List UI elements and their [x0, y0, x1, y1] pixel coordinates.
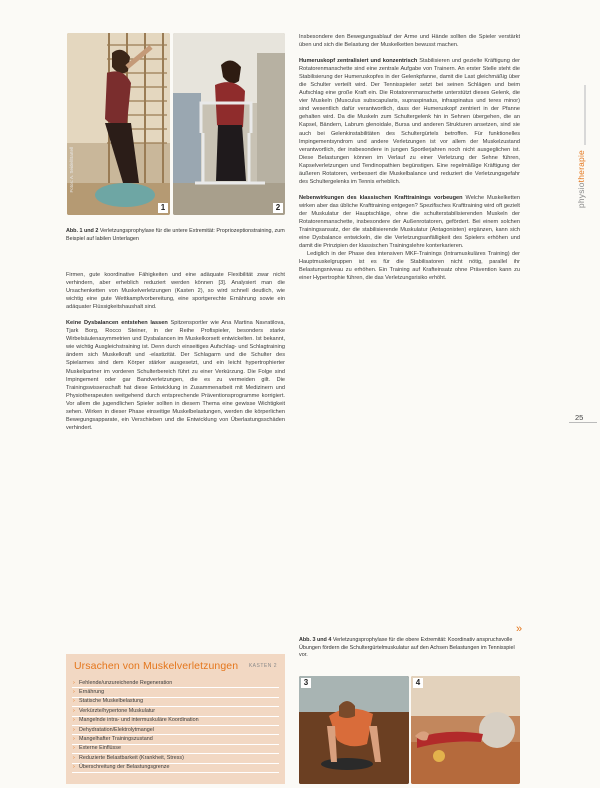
box-list-item: › Fehlende/unzureichende Regeneration — [72, 679, 279, 688]
photo-3-image — [299, 676, 409, 784]
right-lead-heading-2: Nebenwirkungen des klassischen Krafttrainings vorbeugen — [299, 194, 463, 201]
left-intro-paragraph: Firmen, gute koordinative Fähigkeiten und eine adäquate Flexibilität zwar nicht verhindern, aber erheblich reduziert werden können [3]. Analysiert man die Ursachenketten von Muskelverletzungen (Kasten 2), so wird schnell deutlich, wie wichtig eine gute Wettkampfvorbereitung, eine sportgerechte Ernährung sowie ein adäquater Flüssigkeitshaushalt sind. — [66, 272, 285, 311]
bullet-icon: › — [73, 764, 75, 771]
page-number: 25 — [575, 413, 584, 422]
box-list-item: › Verkürzte/hypertone Muskulatur — [72, 707, 279, 716]
bullet-icon: › — [73, 707, 75, 714]
caption-text: Verletzungsprophylaxe für die untere Extremität: Propriozeptionstraining, zum Beispiel auf labilen Unterlagen — [66, 228, 285, 242]
box-list-item: › Überschreitung der Belastungsgrenze — [72, 764, 279, 773]
box-tag: KASTEN 2 — [248, 663, 277, 669]
left-body-paragraph — [66, 319, 285, 432]
bullet-icon: › — [73, 726, 75, 733]
box-list-item: › Mangelhafter Trainingszustand — [72, 735, 279, 744]
box-list-item: › Reduzierte Belastbarkeit (Krankheit, Stress) — [72, 754, 279, 763]
box-list-item: › Ernährung — [72, 688, 279, 697]
right-paragraph-3: Lediglich in der Phase des intensiven MKF-Trainings (Intramuskuläres Training) der Hauptmuskelgruppen ist es für die Stabilisatoren nicht nötig, parallel ihr Belastungsniveau zu erhöhen. Ein Training auf Krafteinsatz ohne Prävention kann zu einer Hypertrophie führen, die das Verletzungsrisiko erhöht. — [299, 251, 520, 282]
right-paragraph-1 — [299, 57, 520, 186]
info-box-causes — [66, 654, 285, 784]
left-text-column — [66, 271, 285, 432]
box-list-item: › Dehydratation/Elektrolytmangel — [72, 726, 279, 735]
photo-2-image — [173, 33, 285, 215]
figure-number-2: 2 — [273, 203, 283, 213]
right-body-text-1: Stabilisieren und gezielte Kräftigung der Rotatorenmanschette sind eine zentrale Aufgabe von Trainern. An erster Stelle steht die Stabilisierung der Humeruskopfes in der Gelenkpfanne, damit die Last gleichmäßig über die Schulter verteilt wird. Der Tennisspieler setzt bei seinen Schlägen und beim Aufschlag eine große Kraft ein. Die Rotatorenmanschette unterstützt dieses Gelenk, die vier Muskeln (Musculus subscapularis, supraspinatus, infraspinatus und teres minor) sind wesentlich dafür verantwortlich, dass der Humeruskopf zentriert in der Pfanne gehalten wird. Da die Muskeln zum Schultergelenk hin in Sehnen übergehen, die an Kapsel, Bändern, Labrum glenoidale, Bursa und anderen Strukturen ansetzen, sind sie auch bei Gelenkinstabilitäten des Schultergürtels betroffen. Für funktionelles Impingementsyndrom und andere Verletzungen ist vor allem der Muskelzustand verantwortlich, der insbesondere in jungen Sportlerjahren noch nicht ausgeglichen ist. Diese Belastungen können im Verlauf zu einer Verletzung der Sehne führen, Kapselverletzungen und Tendinopathien begünstigen. Eine regelmäßige Kräftigung der äußeren Rotatoren, verbessert die Muskelbalance und reduziert die Verletzungsgefahr des Schultergelenks im Tennis erheblich. — [299, 58, 520, 185]
figure-caption-1-2 — [66, 228, 286, 243]
figure-caption-3-4 — [299, 637, 520, 660]
continue-arrow-icon: » — [516, 623, 523, 635]
box-list-item: › Externe Einflüsse — [72, 745, 279, 754]
bullet-icon: › — [73, 698, 75, 705]
caption-text-2: Verletzungsprophylaxe für die obere Extremität: Koordinativ anspruchsvolle Übungen fördern die Schultergürtelmuskulatur auf den Achsen Belastungen im Tennisspiel vor. — [299, 637, 515, 658]
photo-1-image — [67, 33, 170, 215]
bullet-icon: › — [73, 688, 75, 695]
left-body-text: Spitzensportler wie Ana Martina Navratilova, Tjark Borg, Rocco Steiner, in der Reihe Profispieler, besonders starke Wirbelsäulenasymmetrien und Dysbalancen im Muskelkorsett entwickelten. Ist bekannt, wie wichtig Ausgleichstraining ist. Denn durch einseitiges Aufschlag- und Schlagtraining ändern sich Muskelkraft und -elastizität. Der Schlagarm und die Schulter des Spielarmes sind dem Körper stärker ausgesetzt, und ein leicht hypertrophierter Muskelpartner im vorderen Schulterbereich führt zu einer Verkürzung. Die Folge sind Impingement oder gar Bandverletzungen, die es zu vermeiden gilt. Die Trainingswissenschaft hat diese Entwicklung in Zusammenarbeit mit Medizinern und Physiotherapeuten weitgehend durch entsprechende Präventionsprogramme korrigiert. Vor allem die jugendlichen Spieler sollten in diesem Thema eine gewisse Wichtigkeit sehen. Wirken in dieser Phase einseitige Muskelbelastungen, werden die körperlichen Bewegungsapparate, ein Verschieben und die Entwicklung von Überlastungsschäden verhindert. — [66, 320, 285, 431]
box-list — [72, 679, 279, 773]
photo-balance-training — [67, 33, 170, 215]
bullet-icon: › — [73, 745, 75, 752]
bullet-icon: › — [73, 735, 75, 742]
right-body-text-2: Welche Muskelketten wirken aber das übliche Krafttraining entgegen? Spezifisches Krafttraining wird oft gezielt der Muskulatur der Hauptschläge, ohne die schulterstabilisierenden Muskeln der Rotatorenmanschette, insbesondere der Außenrotatoren, gefördert. Bei einem solchen Trainingsansatz, der die stabilisierende Muskulatur (Antagonisten) ergänzen, kann sich eine Dysbalance entwickeln, die die Verletzungsanfälligkeit des Spielers erhöhen und damit die Prinzipien der klassischen Trainingslehre konterkarieren. — [299, 194, 520, 250]
figure-number-4: 4 — [413, 678, 423, 688]
right-intro-paragraph: Insbesondere den Bewegungsablauf der Arme und Hände sollten die Spieler verstärkt üben und sich die Belastung der Muskelketten bewusst machen. — [299, 34, 520, 49]
section-label-plain: physio — [576, 182, 586, 209]
right-text-column — [299, 33, 520, 282]
figure-number-1: 1 — [158, 203, 168, 213]
section-label — [576, 150, 586, 208]
left-lead-heading: Keine Dysbalancen entstehen lassen — [66, 320, 168, 327]
right-lead-heading-1: Humeruskopf zentralisiert und konzentrisch — [299, 58, 418, 65]
photo-ball-plank-training — [411, 676, 520, 784]
photo-push-up-training — [299, 676, 409, 784]
right-paragraph-2 — [299, 194, 520, 250]
section-label-accent: therapie — [576, 150, 586, 183]
bullet-icon: › — [73, 754, 75, 761]
page-number-rule — [569, 422, 597, 423]
box-list-item: › Mangelnde intra- und intermuskuläre Koordination — [72, 717, 279, 726]
figure-number-3: 3 — [301, 678, 311, 688]
photo-credit: Fotos: A. Seidel/Bartell — [69, 147, 74, 193]
bullet-icon: › — [73, 679, 75, 686]
photo-proprioception-training — [173, 33, 285, 215]
box-list-item: › Statische Muskelbelastung — [72, 698, 279, 707]
caption-title: Abb. 1 und 2 — [66, 228, 99, 234]
bullet-icon: › — [73, 717, 75, 724]
photo-4-image — [411, 676, 520, 784]
box-title: Ursachen von Muskelverletzungen — [74, 660, 239, 672]
caption-title-2: Abb. 3 und 4 — [299, 637, 332, 643]
sidebar-rule — [584, 85, 586, 145]
